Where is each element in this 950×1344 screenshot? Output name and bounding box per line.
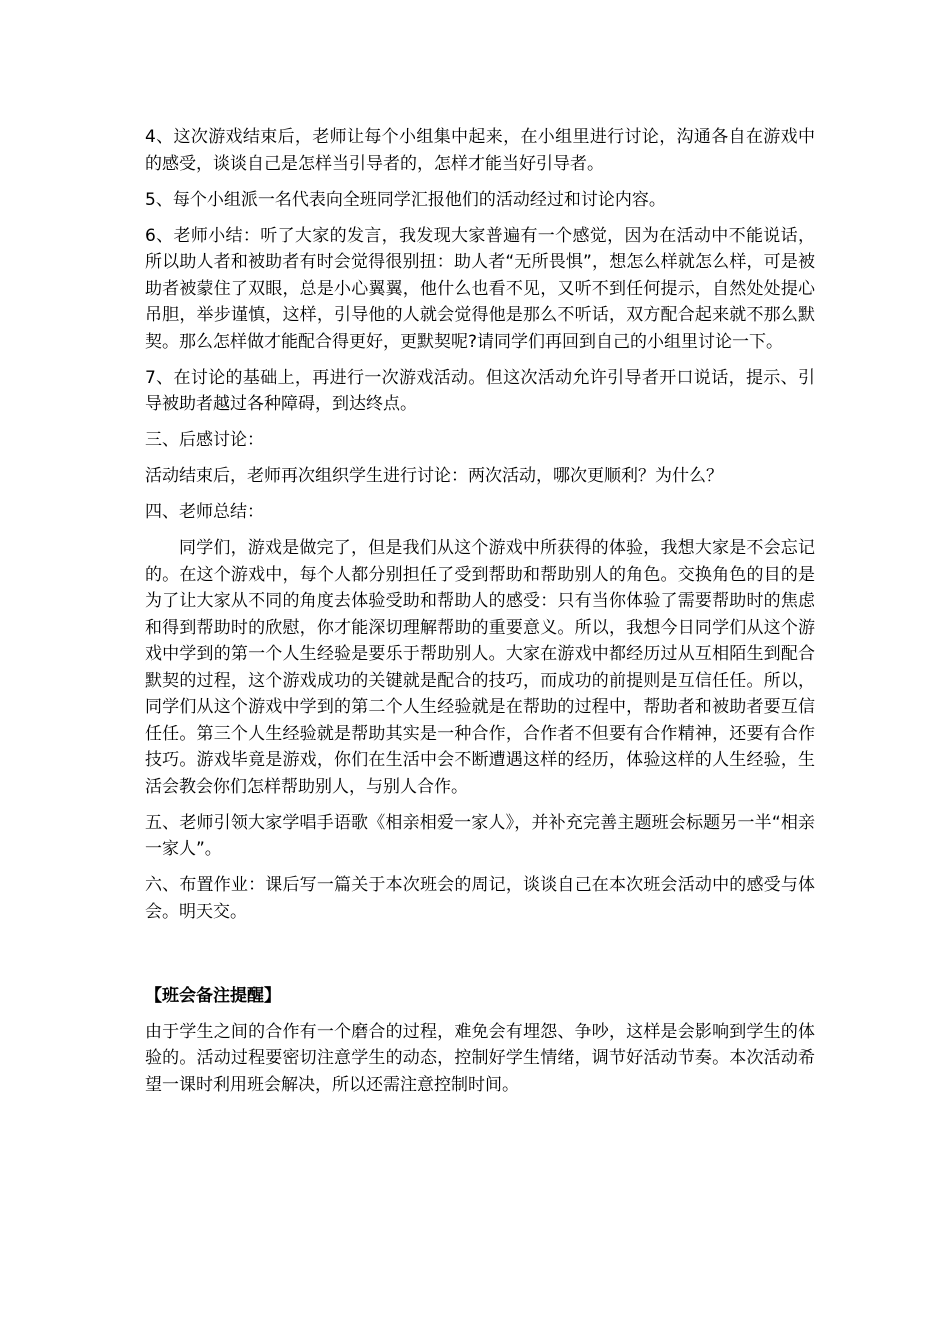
reminder-text: 由于学生之间的合作有一个磨合的过程，难免会有埋怨、争吵，这样是会影响到学生的体验的。活动过程要密切注意学生的动态，控制好学生情绪，调节好活动节奏。本次活动希望一课时利用班会解决，所以还需注意控制时间。 — [145, 1021, 815, 1095]
section-3-text: 活动结束后，老师再次组织学生进行讨论：两次活动，哪次更顺利？为什么？ — [145, 466, 723, 486]
document-page — [145, 124, 815, 1098]
section-3-heading: 三、后感讨论： — [145, 430, 264, 450]
step-4-paragraph: 4、这次游戏结束后，老师让每个小组集中起来，在小组里进行讨论，沟通各自在游戏中的感受，谈谈自己是怎样当引导者的，怎样才能当好引导者。 — [145, 127, 815, 174]
step-6-paragraph: 6、老师小结：听了大家的发言，我发现大家普遍有一个感觉，因为在活动中不能说话，所以助人者和被助者有时会觉得很别扭：助人者“无所畏惧”，想怎么样就怎么样，可是被助者被蒙住了双眼，总是小心翼翼，他什么也看不见，又听不到任何提示，自然处处提心吊胆，举步谨慎，这样，引导他的人就会觉得他是那么不听话，双方配合起来就不那么默契。那么怎样做才能配合得更好，更默契呢?请同学们再回到自己的小组里讨论一下。 — [145, 225, 815, 352]
step-7-paragraph: 7、在讨论的基础上，再进行一次游戏活动。但这次活动允许引导者开口说话，提示、引导被助者越过各种障碍，到达终点。 — [145, 367, 815, 414]
spacer — [145, 925, 815, 983]
reminder-heading: 【班会备注提醒】 — [145, 986, 281, 1006]
step-5-paragraph: 5、每个小组派一名代表向全班同学汇报他们的活动经过和讨论内容。 — [145, 189, 666, 210]
section-4-heading: 四、老师总结： — [145, 502, 264, 522]
section-5-text: 五、老师引领大家学唱手语歌《相亲相爱一家人》，并补充完善主题班会标题另一半“相亲一家人”。 — [145, 812, 815, 859]
section-6-text: 六、布置作业：课后写一篇关于本次班会的周记，谈谈自己在本次班会活动中的感受与体会。明天交。 — [145, 875, 815, 922]
section-4-text: 同学们，游戏是做完了，但是我们从这个游戏中所获得的体验，我想大家是不会忘记的。在这个游戏中，每个人都分别担任了受到帮助和帮助别人的角色。交换角色的目的是为了让大家从不同的角度去体验受助和帮助人的感受：只有当你体验了需要帮助时的焦虑和得到帮助时的欣慰，你才能深切理解帮助的重要意义。所以，我想今日同学们从这个游戏中学到的第一个人生经验是要乐于帮助别人。大家在游戏中都经历过从互相陌生到配合默契的过程，这个游戏成功的关键就是配合的技巧，而成功的前提则是互信任任。所以，同学们从这个游戏中学到的第二个人生经验就是在帮助的过程中，帮助者和被助者要互信任任。第三个人生经验就是帮助其实是一种合作，合作者不但要有合作精神，还要有合作技巧。游戏毕竟是游戏，你们在生活中会不断遭遇这样的经历，体验这样的人生经验，生活会教会你们怎样帮助别人，与别人合作。 — [145, 538, 815, 797]
